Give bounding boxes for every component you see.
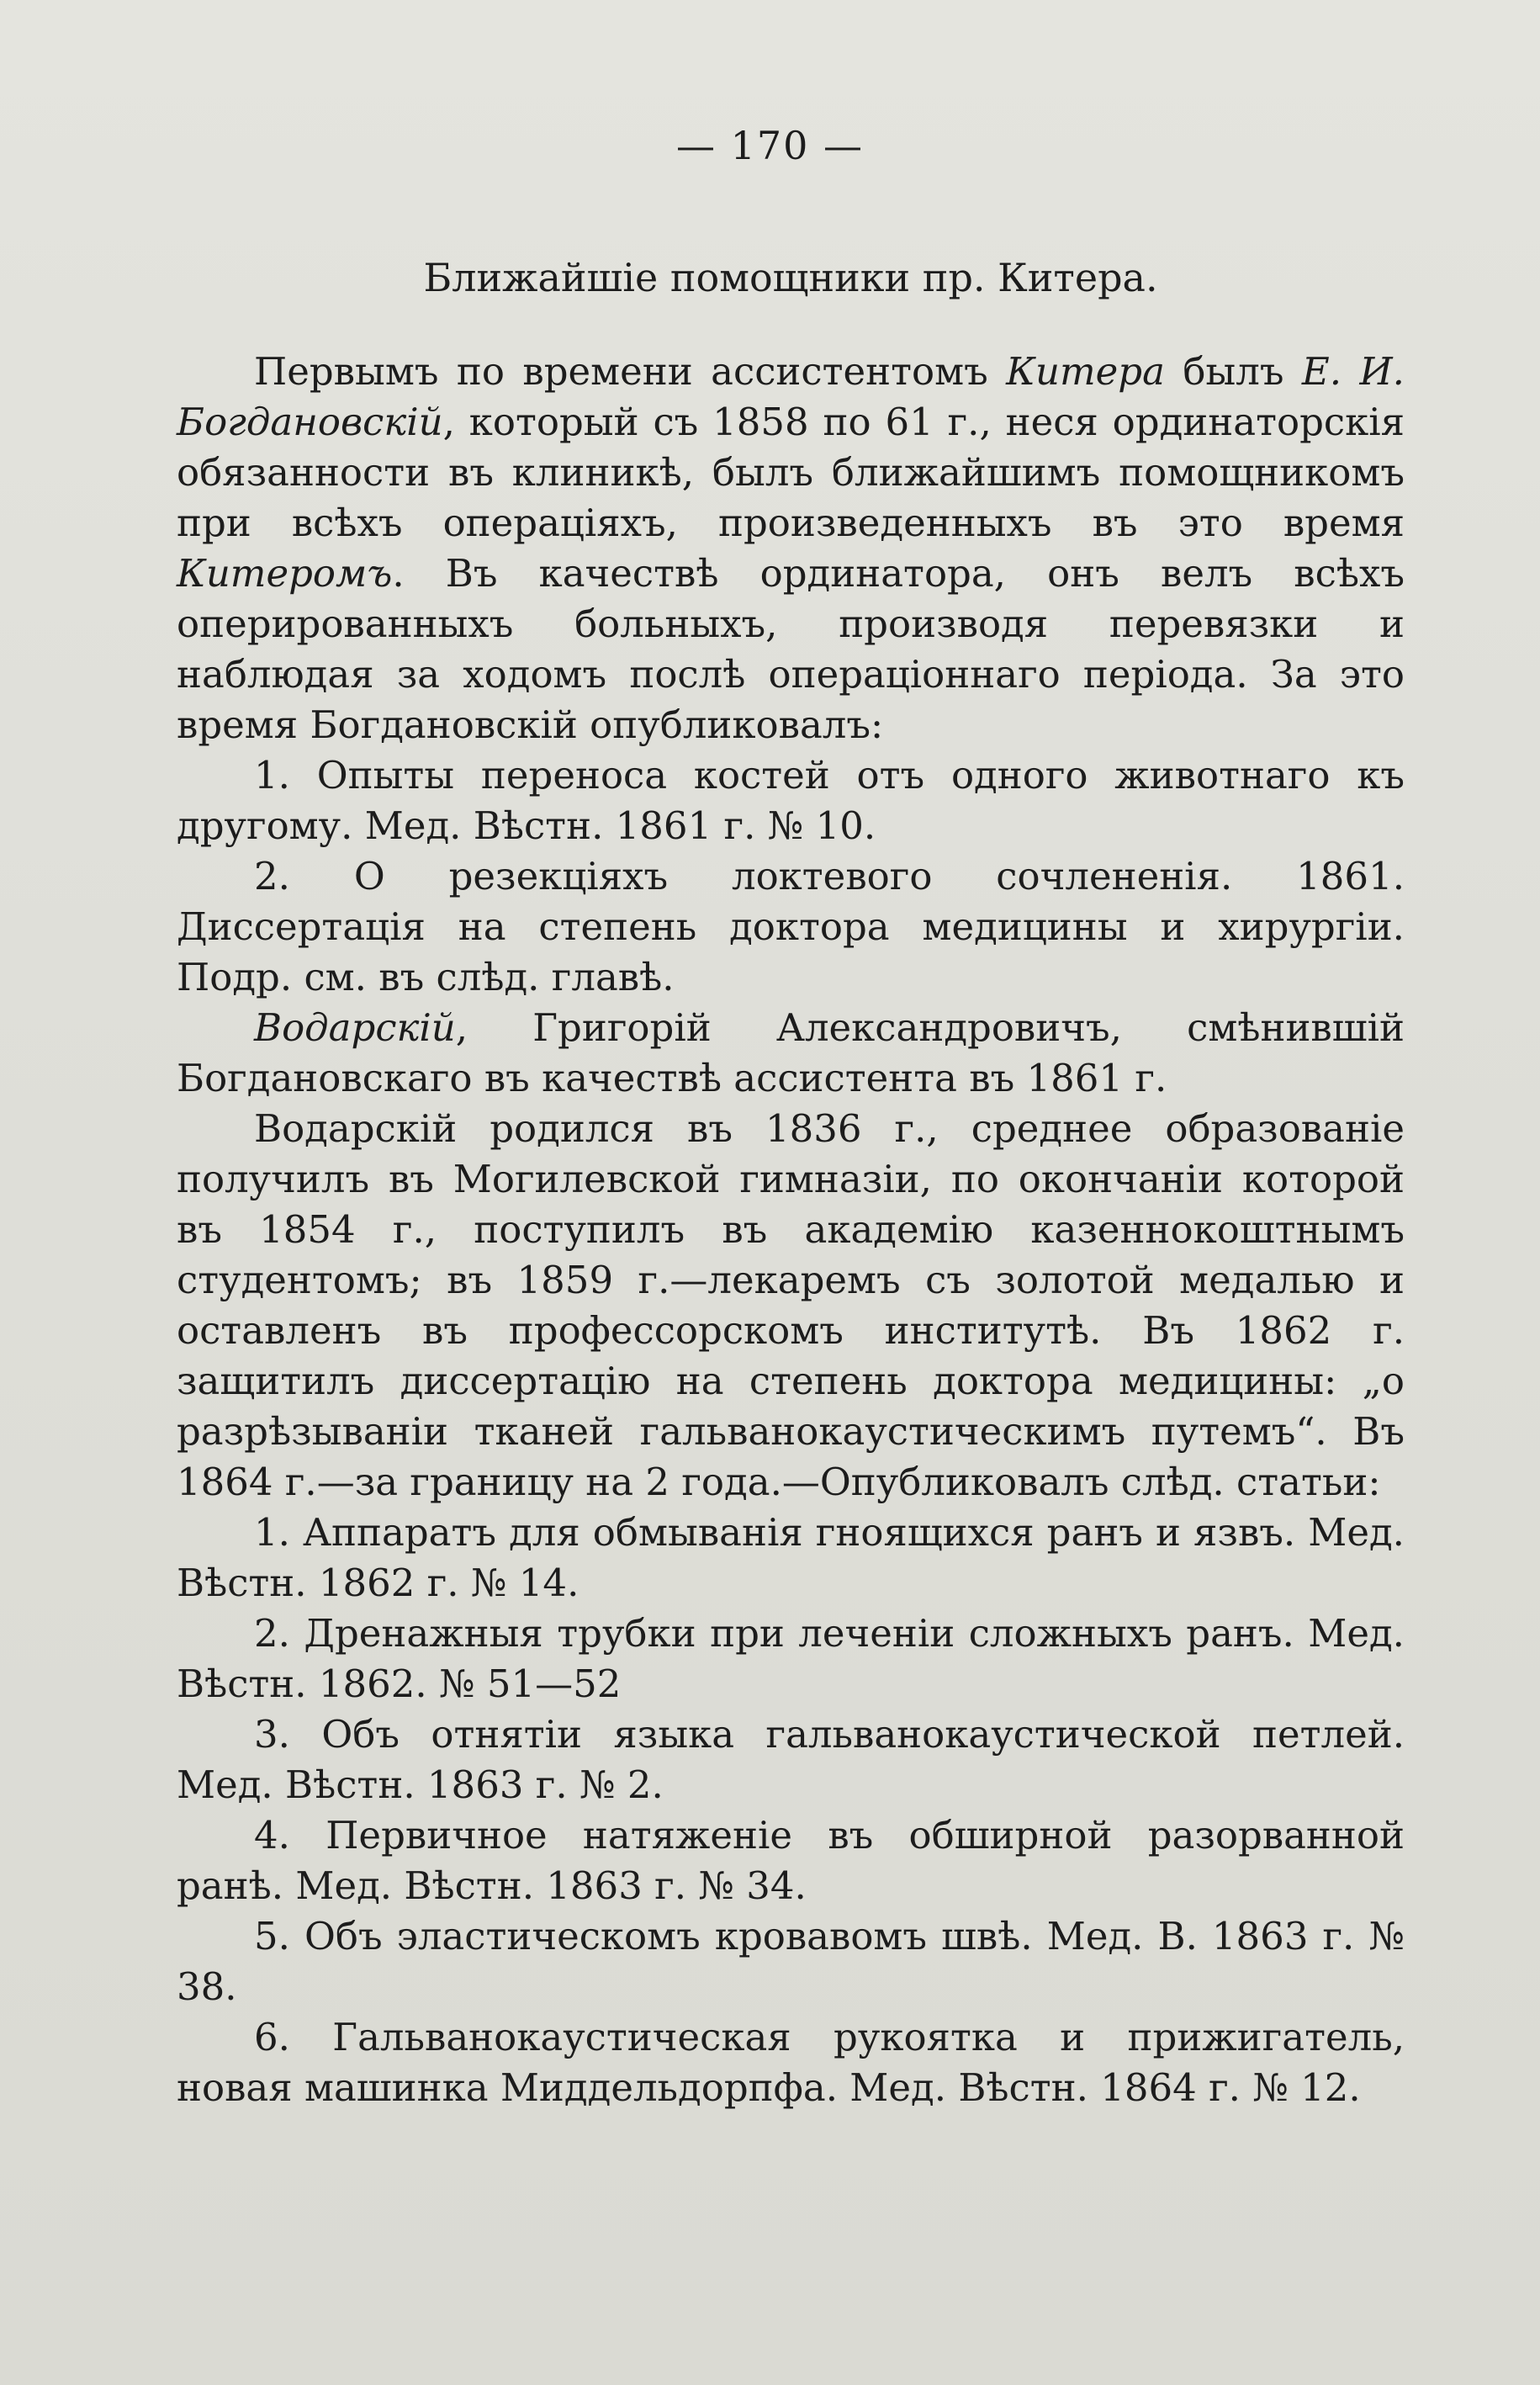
intro-text-d: . Въ качествѣ ординатора, онъ велъ всѣхъ оперированныхъ больныхъ, производя перевязки и наблюдая за ходомъ послѣ операціоннаго періода. За это время Богдановскій опубликовалъ: (177, 551, 1405, 747)
kiterom-name: Китеромъ (177, 551, 393, 596)
vodarsky-work-4: 4. Первичное натяженіе въ обширной разорванной ранѣ. Мед. Вѣстн. 1863 г. № 34. (177, 1813, 1405, 1908)
vodarsky-intro-paragraph (177, 1003, 1405, 1104)
bogdanovsky-work-1: 1. Опыты переноса костей отъ одного животнаго къ другому. Мед. Вѣстн. 1861 г. № 10. (177, 753, 1405, 848)
vodarsky-work-3: 3. Объ отнятіи языка гальванокаустической петлей. Мед. Вѣстн. 1863 г. № 2. (177, 1712, 1405, 1807)
kiter-name: Китера (1006, 349, 1165, 394)
vodarsky-bio-paragraph: Водарскій родился въ 1836 г., среднее образованіе получилъ въ Могилевской гимназіи, по окончаніи которой въ 1854 г., поступилъ въ академію казеннокоштнымъ студентомъ; въ 1859 г.—лекаремъ съ золотой медалью и оставленъ въ профессорскомъ институтѣ. Въ 1862 г. защитилъ диссертацію на степень доктора медицины: „о разрѣзываніи тканей гальванокаустическимъ путемъ“. Въ 1864 г.—за границу на 2 года.—Опубликовалъ слѣд. статьи: (177, 1106, 1405, 1504)
intro-text-b: былъ (1164, 349, 1302, 394)
section-heading: Ближайшіе помощники пр. Китера. (423, 255, 1158, 300)
page-number: — 170 — (675, 123, 865, 168)
vodarsky-work-5: 5. Объ эластическомъ кровавомъ швѣ. Мед. В. 1863 г. № 38. (177, 1914, 1405, 2009)
vodarsky-work-1: 1. Аппаратъ для обмыванія гноящихся ранъ и язвъ. Мед. Вѣстн. 1862 г. № 14. (177, 1510, 1405, 1605)
page-content (177, 252, 1405, 2113)
bogdanovsky-work-2: 2. О резекціяхъ локтевого сочлененія. 1861. Диссертація на степень доктора медицины и хирургіи. Подр. см. въ слѣд. главѣ. (177, 854, 1405, 999)
vodarsky-work-2: 2. Дренажныя трубки при леченіи сложныхъ ранъ. Мед. Вѣстн. 1862. № 51—52 (177, 1611, 1405, 1706)
intro-text-a: Первымъ по времени ассистентомъ (254, 349, 1007, 394)
intro-text-c: , который съ 1858 по 61 г., неся ординаторскія обязанности въ клиникѣ, былъ ближайшимъ помощникомъ при всѣхъ операціяхъ, произведенныхъ въ это время (177, 400, 1405, 545)
vodarsky-name: Водарскій (254, 1005, 456, 1050)
bogdanovsky-name: Е. И. Богдановскій (177, 349, 1405, 444)
vodarsky-intro-text: , Григорій Александровичъ, смѣнившій Богдановскаго въ качествѣ ассистента въ 1861 г. (177, 1005, 1405, 1100)
intro-paragraph (177, 347, 1405, 750)
vodarsky-work-6: 6. Гальванокаустическая рукоятка и прижигатель, новая машинка Миддельдорпфа. Мед. Вѣстн. 1864 г. № 12. (177, 2015, 1405, 2110)
